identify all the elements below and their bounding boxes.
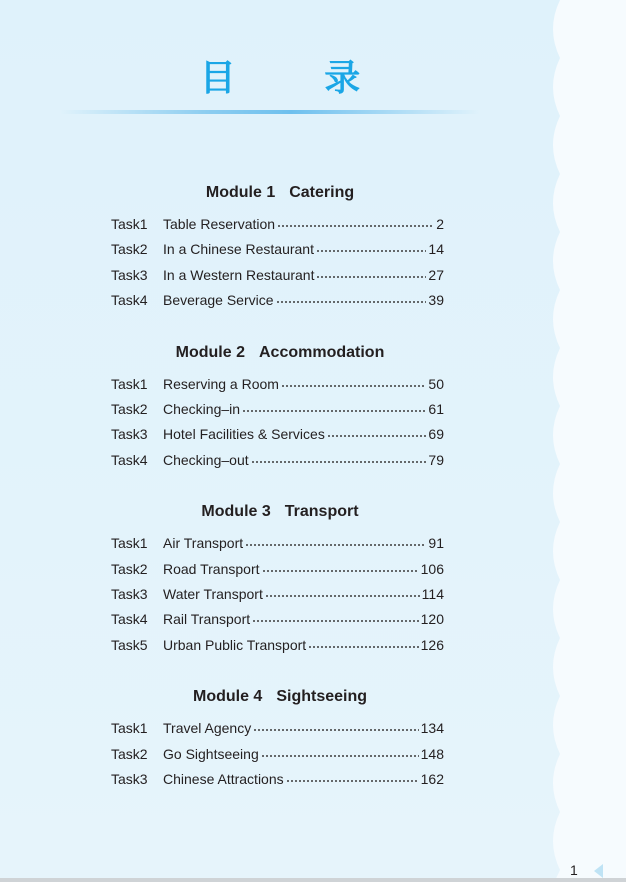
task-title: Checking–out xyxy=(163,452,249,468)
task-page-number: 50 xyxy=(428,376,444,392)
bottom-border xyxy=(0,878,626,882)
dot-leader xyxy=(286,780,419,782)
task-title: Air Transport xyxy=(163,535,244,551)
dot-leader xyxy=(316,250,426,252)
task-title: Checking–in xyxy=(163,401,241,417)
task-page-number: 114 xyxy=(421,586,444,602)
toc-entry[interactable] xyxy=(111,399,444,419)
task-number: Task3 xyxy=(111,267,148,283)
task-number: Task2 xyxy=(111,401,148,417)
page-title: 目 录 xyxy=(199,58,399,99)
module-label: Module 3 xyxy=(201,503,271,520)
task-number: Task3 xyxy=(111,586,148,602)
task-number: Task3 xyxy=(111,771,148,787)
task-page-number: 61 xyxy=(428,401,444,417)
task-page-number: 91 xyxy=(428,535,444,551)
dot-leader xyxy=(252,620,418,622)
toc-entry[interactable] xyxy=(111,290,444,310)
task-title: Water Transport xyxy=(163,586,263,602)
module-name: Transport xyxy=(284,503,359,520)
page-number: 1 xyxy=(570,862,578,878)
module-label: Module 4 xyxy=(192,688,263,705)
dot-leader xyxy=(327,435,427,437)
task-title: In a Western Restaurant xyxy=(163,267,315,283)
module-label: Module 1 xyxy=(205,184,276,201)
toc-entry[interactable] xyxy=(111,744,444,764)
dot-leader xyxy=(265,595,420,597)
task-title: Road Transport xyxy=(163,561,260,577)
task-title: Hotel Facilities & Services xyxy=(163,426,325,442)
task-title: Beverage Service xyxy=(163,292,274,308)
task-number: Task4 xyxy=(111,292,148,308)
task-number: Task1 xyxy=(111,216,148,232)
toc-entry[interactable] xyxy=(111,450,444,470)
toc-entry[interactable] xyxy=(111,718,444,738)
dot-leader xyxy=(308,646,418,648)
task-page-number: 14 xyxy=(428,241,444,257)
task-number: Task3 xyxy=(111,426,148,442)
module-name: Sightseeing xyxy=(276,688,368,705)
task-number: Task1 xyxy=(111,535,148,551)
dot-leader xyxy=(281,385,426,387)
toc-entry[interactable] xyxy=(111,559,444,579)
task-page-number: 106 xyxy=(420,561,444,577)
dot-leader xyxy=(242,410,426,412)
toc-entry[interactable] xyxy=(111,265,444,285)
module-label: Module 2 xyxy=(175,344,245,361)
toc-entry[interactable] xyxy=(111,374,444,394)
task-page-number: 126 xyxy=(420,637,444,653)
task-page-number: 69 xyxy=(428,426,444,442)
task-page-number: 79 xyxy=(428,452,444,468)
task-page-number: 27 xyxy=(428,267,444,283)
dot-leader xyxy=(251,461,427,463)
dot-leader xyxy=(276,301,427,303)
toc-entry[interactable] xyxy=(111,533,444,553)
module-name: Catering xyxy=(289,184,355,201)
toc-entry[interactable] xyxy=(111,635,444,655)
task-page-number: 162 xyxy=(420,771,444,787)
task-title: Reserving a Room xyxy=(163,376,279,392)
dot-leader xyxy=(316,276,426,278)
page-arrow-icon xyxy=(592,863,604,879)
toc-entry[interactable] xyxy=(111,214,444,234)
task-title: Go Sightseeing xyxy=(163,746,259,762)
task-number: Task2 xyxy=(111,561,148,577)
task-number: Task1 xyxy=(111,376,148,392)
task-number: Task4 xyxy=(111,611,148,627)
task-page-number: 134 xyxy=(420,720,444,736)
dot-leader xyxy=(262,570,419,572)
module-heading xyxy=(0,343,560,363)
module-heading xyxy=(0,687,560,707)
task-number: Task2 xyxy=(111,746,148,762)
task-number: Task4 xyxy=(111,452,148,468)
task-title: Rail Transport xyxy=(163,611,251,627)
task-title: Table Reservation xyxy=(163,216,276,232)
task-page-number: 39 xyxy=(428,292,444,308)
task-title: In a Chinese Restaurant xyxy=(163,241,314,257)
module-heading xyxy=(0,183,560,203)
task-title: Urban Public Transport xyxy=(163,637,307,653)
scalloped-edge xyxy=(540,0,580,878)
task-number: Task2 xyxy=(111,241,148,257)
toc-entry[interactable] xyxy=(111,769,444,789)
task-page-number: 120 xyxy=(420,611,444,627)
dot-leader xyxy=(261,755,419,757)
task-number: Task1 xyxy=(111,720,148,736)
task-page-number: 148 xyxy=(420,746,444,762)
title-underline xyxy=(60,110,480,114)
task-title: Chinese Attractions xyxy=(163,771,284,787)
toc-entry[interactable] xyxy=(111,609,444,629)
module-name: Accommodation xyxy=(259,344,385,361)
dot-leader xyxy=(245,544,426,546)
dot-leader xyxy=(253,729,418,731)
dot-leader xyxy=(277,225,434,227)
module-heading xyxy=(0,502,560,522)
task-page-number: 2 xyxy=(436,216,444,232)
task-title: Travel Agency xyxy=(163,720,252,736)
task-number: Task5 xyxy=(111,637,148,653)
toc-entry[interactable] xyxy=(111,424,444,444)
toc-entry[interactable] xyxy=(111,584,444,604)
toc-entry[interactable] xyxy=(111,239,444,259)
